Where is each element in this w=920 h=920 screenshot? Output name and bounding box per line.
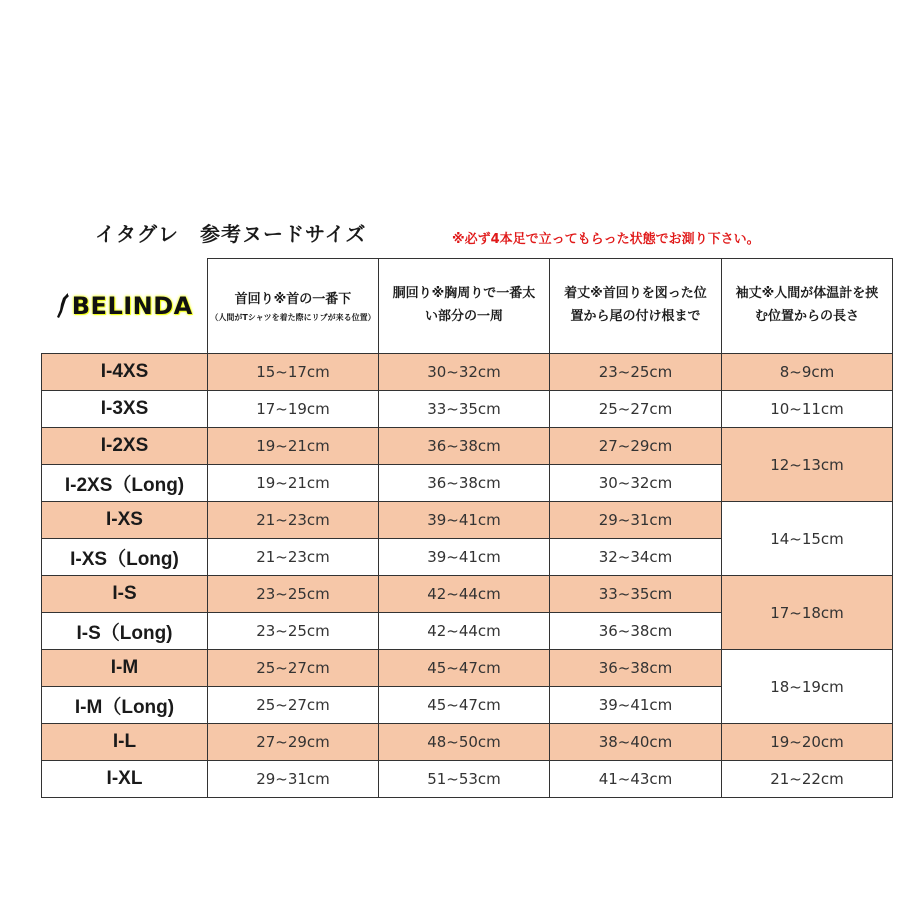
- table-row: [42, 576, 893, 613]
- header-chest: [379, 259, 550, 354]
- size-label: I-M（Long): [42, 687, 208, 724]
- chest-value: 45~47cm: [379, 650, 550, 687]
- chest-value: 33~35cm: [379, 391, 550, 428]
- length-value: 36~38cm: [550, 650, 722, 687]
- length-value: 33~35cm: [550, 576, 722, 613]
- size-label: I-L: [42, 724, 208, 761]
- header-sleeve-label: 袖丈※人間が体温計を挟む位置からの長さ: [735, 286, 879, 324]
- neck-value: 21~23cm: [208, 502, 379, 539]
- size-label: I-M: [42, 650, 208, 687]
- table-row: [42, 724, 893, 761]
- chest-value: 36~38cm: [379, 428, 550, 465]
- size-label: I-4XS: [42, 354, 208, 391]
- size-label: I-XS: [42, 502, 208, 539]
- table-row: [42, 354, 893, 391]
- size-label: I-S（Long): [42, 613, 208, 650]
- header-chest-label: 胴回り※胸周りで一番太い部分の一周: [392, 286, 536, 324]
- sleeve-value: 18~19cm: [722, 650, 893, 724]
- brand-name: BELINDA: [71, 291, 193, 320]
- length-value: 25~27cm: [550, 391, 722, 428]
- sleeve-value: 19~20cm: [722, 724, 893, 761]
- table-row: [42, 761, 893, 798]
- page-title: イタグレ 参考ヌードサイズ: [95, 222, 367, 246]
- length-value: 30~32cm: [550, 465, 722, 502]
- length-value: 29~31cm: [550, 502, 722, 539]
- sleeve-value: 10~11cm: [722, 391, 893, 428]
- chest-value: 45~47cm: [379, 687, 550, 724]
- chest-value: 51~53cm: [379, 761, 550, 798]
- table-row: [42, 391, 893, 428]
- size-label: I-2XS: [42, 428, 208, 465]
- header-row: [42, 259, 893, 354]
- table-row: [42, 502, 893, 539]
- neck-value: 15~17cm: [208, 354, 379, 391]
- chest-value: 39~41cm: [379, 539, 550, 576]
- length-value: 23~25cm: [550, 354, 722, 391]
- header-neck-sub: （人間がTシャツを着た際にリブが来る位置）: [210, 312, 376, 322]
- table-row: [42, 428, 893, 465]
- sleeve-value: 21~22cm: [722, 761, 893, 798]
- chest-value: 39~41cm: [379, 502, 550, 539]
- measurement-note: ※必ず4本足で立ってもらった状態でお測り下さい。: [452, 232, 760, 247]
- neck-value: 27~29cm: [208, 724, 379, 761]
- sleeve-value: 14~15cm: [722, 502, 893, 576]
- brand-logo: [42, 259, 208, 354]
- size-label: I-2XS（Long): [42, 465, 208, 502]
- chest-value: 42~44cm: [379, 613, 550, 650]
- length-value: 39~41cm: [550, 687, 722, 724]
- size-label: I-XS（Long): [42, 539, 208, 576]
- length-value: 36~38cm: [550, 613, 722, 650]
- length-value: 32~34cm: [550, 539, 722, 576]
- sleeve-value: 17~18cm: [722, 576, 893, 650]
- chest-value: 48~50cm: [379, 724, 550, 761]
- dog-silhouette-icon: [56, 293, 70, 319]
- length-value: 38~40cm: [550, 724, 722, 761]
- neck-value: 25~27cm: [208, 650, 379, 687]
- chest-value: 36~38cm: [379, 465, 550, 502]
- header-sleeve: [722, 259, 893, 354]
- length-value: 27~29cm: [550, 428, 722, 465]
- header-neck-label: 首回り※首の一番下: [234, 292, 352, 308]
- neck-value: 29~31cm: [208, 761, 379, 798]
- header-neck: [208, 259, 379, 354]
- header-length-label: 着丈※首回りを図った位置から尾の付け根まで: [564, 286, 707, 324]
- size-label: I-XL: [42, 761, 208, 798]
- neck-value: 21~23cm: [208, 539, 379, 576]
- neck-value: 23~25cm: [208, 613, 379, 650]
- neck-value: 25~27cm: [208, 687, 379, 724]
- neck-value: 17~19cm: [208, 391, 379, 428]
- sleeve-value: 12~13cm: [722, 428, 893, 502]
- neck-value: 19~21cm: [208, 465, 379, 502]
- size-label: I-3XS: [42, 391, 208, 428]
- size-label: I-S: [42, 576, 208, 613]
- size-chart-table: [41, 258, 893, 798]
- table-row: [42, 650, 893, 687]
- length-value: 41~43cm: [550, 761, 722, 798]
- chest-value: 42~44cm: [379, 576, 550, 613]
- sleeve-value: 8~9cm: [722, 354, 893, 391]
- header-length: [550, 259, 722, 354]
- neck-value: 19~21cm: [208, 428, 379, 465]
- chest-value: 30~32cm: [379, 354, 550, 391]
- neck-value: 23~25cm: [208, 576, 379, 613]
